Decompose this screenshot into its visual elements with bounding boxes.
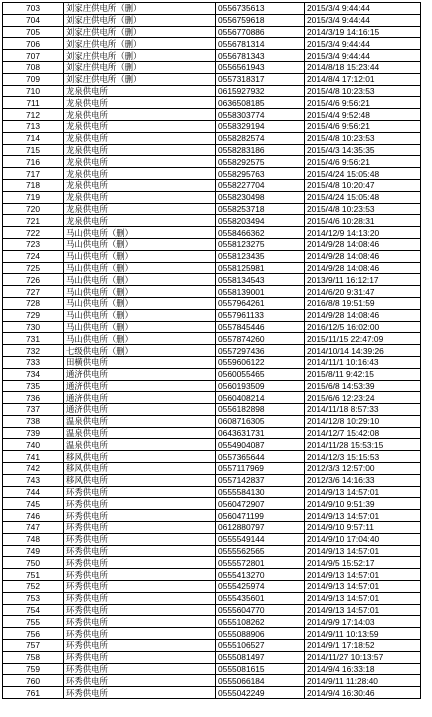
timestamp-cell: 2015/4/6 9:56:21 [305, 120, 421, 132]
row-number-cell: 719 [3, 191, 64, 203]
row-number-cell: 746 [3, 510, 64, 522]
station-name-cell: 通济供电所 [64, 380, 216, 392]
timestamp-cell: 2014/9/13 14:57:01 [305, 604, 421, 616]
table-row [3, 156, 421, 168]
station-name-cell: 龙泉供电所 [64, 203, 216, 215]
timestamp-cell: 2015/3/4 9:44:44 [305, 50, 421, 62]
account-id-cell: 0636508185 [216, 97, 305, 109]
row-number-cell: 742 [3, 463, 64, 475]
station-name-cell: 环秀供电所 [64, 486, 216, 498]
account-id-cell: 0557297436 [216, 345, 305, 357]
timestamp-cell: 2014/6/20 9:31:47 [305, 286, 421, 298]
table-row [3, 581, 421, 593]
timestamp-cell: 2014/9/4 16:33:18 [305, 663, 421, 675]
table-row [3, 238, 421, 250]
station-name-cell: 刘家庄供电所（删） [64, 26, 216, 38]
timestamp-cell: 2014/9/11 10:13:59 [305, 628, 421, 640]
timestamp-cell: 2015/4/8 10:20:47 [305, 179, 421, 191]
row-number-cell: 713 [3, 120, 64, 132]
account-id-cell: 0558283186 [216, 144, 305, 156]
account-id-cell: 0555106527 [216, 640, 305, 652]
table-row [3, 640, 421, 652]
account-id-cell: 0556561943 [216, 61, 305, 73]
row-number-cell: 756 [3, 628, 64, 640]
account-id-cell: 0560193509 [216, 380, 305, 392]
timestamp-cell: 2014/9/5 15:52:17 [305, 557, 421, 569]
timestamp-cell: 2015/8/11 9:42:15 [305, 368, 421, 380]
table-row [3, 132, 421, 144]
timestamp-cell: 2014/9/28 14:08:46 [305, 250, 421, 262]
account-id-cell: 0556781314 [216, 38, 305, 50]
account-id-cell: 0560471199 [216, 510, 305, 522]
row-number-cell: 716 [3, 156, 64, 168]
account-id-cell: 0558303774 [216, 109, 305, 121]
row-number-cell: 731 [3, 333, 64, 345]
account-id-cell: 0560408214 [216, 392, 305, 404]
account-id-cell: 0555081497 [216, 651, 305, 663]
row-number-cell: 709 [3, 73, 64, 85]
station-name-cell: 七级供电所（删） [64, 345, 216, 357]
table-row [3, 215, 421, 227]
account-id-cell: 0558203494 [216, 215, 305, 227]
records-table [2, 2, 421, 699]
row-number-cell: 757 [3, 640, 64, 652]
table-row [3, 392, 421, 404]
table-row [3, 474, 421, 486]
timestamp-cell: 2016/8/8 19:51:59 [305, 297, 421, 309]
row-number-cell: 739 [3, 427, 64, 439]
station-name-cell: 环秀供电所 [64, 675, 216, 687]
timestamp-cell: 2015/4/24 15:05:48 [305, 168, 421, 180]
row-number-cell: 730 [3, 321, 64, 333]
row-number-cell: 748 [3, 533, 64, 545]
row-number-cell: 755 [3, 616, 64, 628]
timestamp-cell: 2015/3/4 9:44:44 [305, 38, 421, 50]
row-number-cell: 725 [3, 262, 64, 274]
station-name-cell: 环秀供电所 [64, 663, 216, 675]
table-row [3, 675, 421, 687]
station-name-cell: 环秀供电所 [64, 616, 216, 628]
station-name-cell: 刘家庄供电所（删） [64, 3, 216, 15]
table-row [3, 463, 421, 475]
row-number-cell: 741 [3, 451, 64, 463]
station-name-cell: 马山供电所（删） [64, 333, 216, 345]
table-row [3, 592, 421, 604]
account-id-cell: 0558125981 [216, 262, 305, 274]
station-name-cell: 环秀供电所 [64, 592, 216, 604]
table-row [3, 38, 421, 50]
timestamp-cell: 2014/8/4 17:12:01 [305, 73, 421, 85]
station-name-cell: 马山供电所（删） [64, 262, 216, 274]
timestamp-cell: 2015/4/24 15:05:48 [305, 191, 421, 203]
station-name-cell: 刘家庄供电所（删） [64, 73, 216, 85]
timestamp-cell: 2014/11/18 8:57:33 [305, 404, 421, 416]
station-name-cell: 温泉供电所 [64, 439, 216, 451]
table-row [3, 510, 421, 522]
station-name-cell: 环秀供电所 [64, 628, 216, 640]
row-number-cell: 747 [3, 522, 64, 534]
row-number-cell: 714 [3, 132, 64, 144]
row-number-cell: 727 [3, 286, 64, 298]
table-row [3, 297, 421, 309]
station-name-cell: 环秀供电所 [64, 640, 216, 652]
table-row [3, 486, 421, 498]
row-number-cell: 733 [3, 356, 64, 368]
station-name-cell: 马山供电所（删） [64, 238, 216, 250]
station-name-cell: 龙泉供电所 [64, 109, 216, 121]
station-name-cell: 刘家庄供电所（删） [64, 61, 216, 73]
account-id-cell: 0556781343 [216, 50, 305, 62]
timestamp-cell: 2012/3/6 14:16:33 [305, 474, 421, 486]
timestamp-cell: 2014/9/28 14:08:46 [305, 262, 421, 274]
account-id-cell: 0608716305 [216, 415, 305, 427]
row-number-cell: 724 [3, 250, 64, 262]
table-row [3, 227, 421, 239]
timestamp-cell: 2014/9/13 14:57:01 [305, 545, 421, 557]
station-name-cell: 刘家庄供电所（删） [64, 38, 216, 50]
account-id-cell: 0557874260 [216, 333, 305, 345]
station-name-cell: 马山供电所（删） [64, 321, 216, 333]
timestamp-cell: 2014/9/1 17:18:52 [305, 640, 421, 652]
station-name-cell: 通济供电所 [64, 404, 216, 416]
table-row [3, 345, 421, 357]
account-id-cell: 0555604770 [216, 604, 305, 616]
table-row [3, 356, 421, 368]
row-number-cell: 723 [3, 238, 64, 250]
row-number-cell: 726 [3, 274, 64, 286]
timestamp-cell: 2015/4/3 14:35:35 [305, 144, 421, 156]
table-row [3, 286, 421, 298]
table-row [3, 651, 421, 663]
timestamp-cell: 2015/4/4 9:52:48 [305, 109, 421, 121]
timestamp-cell: 2015/6/6 12:23:24 [305, 392, 421, 404]
account-id-cell: 0557961133 [216, 309, 305, 321]
station-name-cell: 环秀供电所 [64, 522, 216, 534]
row-number-cell: 750 [3, 557, 64, 569]
account-id-cell: 0554904087 [216, 439, 305, 451]
station-name-cell: 移风供电所 [64, 463, 216, 475]
timestamp-cell: 2014/12/3 15:15:53 [305, 451, 421, 463]
account-id-cell: 0612880797 [216, 522, 305, 534]
table-row [3, 663, 421, 675]
row-number-cell: 704 [3, 14, 64, 26]
timestamp-cell: 2014/9/28 14:08:46 [305, 238, 421, 250]
table-row [3, 451, 421, 463]
row-number-cell: 721 [3, 215, 64, 227]
account-id-cell: 0557365644 [216, 451, 305, 463]
row-number-cell: 703 [3, 3, 64, 15]
table-row [3, 604, 421, 616]
station-name-cell: 环秀供电所 [64, 498, 216, 510]
account-id-cell: 0555066184 [216, 675, 305, 687]
row-number-cell: 760 [3, 675, 64, 687]
timestamp-cell: 2015/4/6 9:56:21 [305, 156, 421, 168]
station-name-cell: 马山供电所（删） [64, 250, 216, 262]
account-id-cell: 0555413270 [216, 569, 305, 581]
timestamp-cell: 2014/9/10 17:04:40 [305, 533, 421, 545]
station-name-cell: 通济供电所 [64, 392, 216, 404]
account-id-cell: 0558292575 [216, 156, 305, 168]
station-name-cell: 马山供电所（删） [64, 286, 216, 298]
row-number-cell: 759 [3, 663, 64, 675]
row-number-cell: 751 [3, 569, 64, 581]
table-row [3, 522, 421, 534]
station-name-cell: 马山供电所（删） [64, 297, 216, 309]
row-number-cell: 728 [3, 297, 64, 309]
account-id-cell: 0557845446 [216, 321, 305, 333]
station-name-cell: 刘家庄供电所（删） [64, 14, 216, 26]
account-id-cell: 0555042249 [216, 687, 305, 699]
row-number-cell: 715 [3, 144, 64, 156]
row-number-cell: 732 [3, 345, 64, 357]
table-row [3, 274, 421, 286]
table-row [3, 569, 421, 581]
timestamp-cell: 2015/4/6 10:28:31 [305, 215, 421, 227]
table-row [3, 26, 421, 38]
table-row [3, 85, 421, 97]
account-id-cell: 0557142837 [216, 474, 305, 486]
row-number-cell: 729 [3, 309, 64, 321]
timestamp-cell: 2015/4/8 10:23:53 [305, 85, 421, 97]
station-name-cell: 温泉供电所 [64, 415, 216, 427]
row-number-cell: 717 [3, 168, 64, 180]
row-number-cell: 712 [3, 109, 64, 121]
station-name-cell: 龙泉供电所 [64, 85, 216, 97]
table-row [3, 557, 421, 569]
table-row [3, 321, 421, 333]
station-name-cell: 龙泉供电所 [64, 191, 216, 203]
row-number-cell: 753 [3, 592, 64, 604]
timestamp-cell: 2015/4/6 9:56:21 [305, 97, 421, 109]
station-name-cell: 环秀供电所 [64, 651, 216, 663]
timestamp-cell: 2014/9/10 9:51:39 [305, 498, 421, 510]
row-number-cell: 737 [3, 404, 64, 416]
timestamp-cell: 2015/11/15 22:47:09 [305, 333, 421, 345]
records-table-body [3, 3, 421, 699]
timestamp-cell: 2014/11/27 10:13:57 [305, 651, 421, 663]
table-row [3, 628, 421, 640]
account-id-cell: 0643631731 [216, 427, 305, 439]
timestamp-cell: 2013/9/11 16:12:17 [305, 274, 421, 286]
account-id-cell: 0555108262 [216, 616, 305, 628]
station-name-cell: 龙泉供电所 [64, 215, 216, 227]
row-number-cell: 738 [3, 415, 64, 427]
station-name-cell: 环秀供电所 [64, 510, 216, 522]
account-id-cell: 0558329194 [216, 120, 305, 132]
timestamp-cell: 2014/12/9 14:13:20 [305, 227, 421, 239]
table-row [3, 380, 421, 392]
station-name-cell: 龙泉供电所 [64, 168, 216, 180]
account-id-cell: 0558230498 [216, 191, 305, 203]
timestamp-cell: 2014/9/28 14:08:46 [305, 309, 421, 321]
table-row [3, 533, 421, 545]
row-number-cell: 708 [3, 61, 64, 73]
row-number-cell: 707 [3, 50, 64, 62]
account-id-cell: 0558123435 [216, 250, 305, 262]
account-id-cell: 0556182898 [216, 404, 305, 416]
station-name-cell: 龙泉供电所 [64, 132, 216, 144]
timestamp-cell: 2014/11/28 15:53:15 [305, 439, 421, 451]
account-id-cell: 0558134543 [216, 274, 305, 286]
timestamp-cell: 2014/9/13 14:57:01 [305, 569, 421, 581]
account-id-cell: 0555425974 [216, 581, 305, 593]
row-number-cell: 740 [3, 439, 64, 451]
timestamp-cell: 2014/12/8 10:29:10 [305, 415, 421, 427]
account-id-cell: 0558139001 [216, 286, 305, 298]
timestamp-cell: 2014/9/13 14:57:01 [305, 510, 421, 522]
station-name-cell: 田横供电所 [64, 356, 216, 368]
table-row [3, 191, 421, 203]
account-id-cell: 0556770886 [216, 26, 305, 38]
row-number-cell: 718 [3, 179, 64, 191]
account-id-cell: 0555435601 [216, 592, 305, 604]
row-number-cell: 722 [3, 227, 64, 239]
station-name-cell: 环秀供电所 [64, 533, 216, 545]
table-row [3, 427, 421, 439]
account-id-cell: 0555081615 [216, 663, 305, 675]
account-id-cell: 0555562565 [216, 545, 305, 557]
station-name-cell: 移风供电所 [64, 451, 216, 463]
timestamp-cell: 2016/12/5 16:02:00 [305, 321, 421, 333]
table-row [3, 61, 421, 73]
account-id-cell: 0557964261 [216, 297, 305, 309]
table-row [3, 616, 421, 628]
station-name-cell: 龙泉供电所 [64, 144, 216, 156]
timestamp-cell: 2015/4/8 10:23:53 [305, 203, 421, 215]
table-row [3, 109, 421, 121]
account-id-cell: 0555572801 [216, 557, 305, 569]
timestamp-cell: 2014/12/7 15:42:08 [305, 427, 421, 439]
row-number-cell: 734 [3, 368, 64, 380]
station-name-cell: 环秀供电所 [64, 557, 216, 569]
table-row [3, 14, 421, 26]
account-id-cell: 0560472907 [216, 498, 305, 510]
table-row [3, 439, 421, 451]
row-number-cell: 720 [3, 203, 64, 215]
row-number-cell: 710 [3, 85, 64, 97]
account-id-cell: 0558295763 [216, 168, 305, 180]
station-name-cell: 环秀供电所 [64, 581, 216, 593]
table-row [3, 415, 421, 427]
station-name-cell: 刘家庄供电所（删） [64, 50, 216, 62]
account-id-cell: 0559606122 [216, 356, 305, 368]
timestamp-cell: 2012/3/3 12:57:00 [305, 463, 421, 475]
row-number-cell: 758 [3, 651, 64, 663]
timestamp-cell: 2014/3/19 14:16:15 [305, 26, 421, 38]
account-id-cell: 0560055465 [216, 368, 305, 380]
timestamp-cell: 2014/11/1 10:16:43 [305, 356, 421, 368]
table-row [3, 545, 421, 557]
table-row [3, 250, 421, 262]
table-row [3, 73, 421, 85]
station-name-cell: 龙泉供电所 [64, 179, 216, 191]
account-id-cell: 0558227704 [216, 179, 305, 191]
account-id-cell: 0556735613 [216, 3, 305, 15]
row-number-cell: 744 [3, 486, 64, 498]
row-number-cell: 754 [3, 604, 64, 616]
table-row [3, 144, 421, 156]
timestamp-cell: 2014/9/4 16:30:46 [305, 687, 421, 699]
table-row [3, 262, 421, 274]
station-name-cell: 环秀供电所 [64, 545, 216, 557]
row-number-cell: 735 [3, 380, 64, 392]
station-name-cell: 环秀供电所 [64, 569, 216, 581]
account-id-cell: 0558282574 [216, 132, 305, 144]
timestamp-cell: 2015/6/8 14:53:39 [305, 380, 421, 392]
timestamp-cell: 2014/9/13 14:57:01 [305, 486, 421, 498]
table-row [3, 168, 421, 180]
table-row [3, 179, 421, 191]
account-id-cell: 0557318317 [216, 73, 305, 85]
timestamp-cell: 2014/9/9 17:14:03 [305, 616, 421, 628]
timestamp-cell: 2015/3/4 9:44:44 [305, 3, 421, 15]
timestamp-cell: 2015/3/4 9:44:44 [305, 14, 421, 26]
table-row [3, 404, 421, 416]
row-number-cell: 761 [3, 687, 64, 699]
row-number-cell: 745 [3, 498, 64, 510]
timestamp-cell: 2015/4/8 10:23:53 [305, 132, 421, 144]
table-row [3, 687, 421, 699]
account-id-cell: 0615927932 [216, 85, 305, 97]
row-number-cell: 743 [3, 474, 64, 486]
table-row [3, 203, 421, 215]
row-number-cell: 752 [3, 581, 64, 593]
station-name-cell: 龙泉供电所 [64, 156, 216, 168]
station-name-cell: 环秀供电所 [64, 687, 216, 699]
station-name-cell: 马山供电所（删） [64, 227, 216, 239]
account-id-cell: 0555088906 [216, 628, 305, 640]
timestamp-cell: 2014/9/11 11:28:40 [305, 675, 421, 687]
row-number-cell: 749 [3, 545, 64, 557]
row-number-cell: 705 [3, 26, 64, 38]
account-id-cell: 0555549144 [216, 533, 305, 545]
table-row [3, 498, 421, 510]
table-row [3, 120, 421, 132]
table-row [3, 50, 421, 62]
table-row [3, 368, 421, 380]
station-name-cell: 温泉供电所 [64, 427, 216, 439]
timestamp-cell: 2014/9/10 9:57:11 [305, 522, 421, 534]
station-name-cell: 龙泉供电所 [64, 120, 216, 132]
table-row [3, 333, 421, 345]
table-row [3, 3, 421, 15]
timestamp-cell: 2014/8/18 15:23:44 [305, 61, 421, 73]
account-id-cell: 0558253718 [216, 203, 305, 215]
table-row [3, 97, 421, 109]
table-row [3, 309, 421, 321]
account-id-cell: 0556759618 [216, 14, 305, 26]
timestamp-cell: 2014/10/14 14:39:26 [305, 345, 421, 357]
account-id-cell: 0558466362 [216, 227, 305, 239]
station-name-cell: 通济供电所 [64, 368, 216, 380]
station-name-cell: 龙泉供电所 [64, 97, 216, 109]
account-id-cell: 0558123275 [216, 238, 305, 250]
row-number-cell: 736 [3, 392, 64, 404]
account-id-cell: 0555584130 [216, 486, 305, 498]
timestamp-cell: 2014/9/13 14:57:01 [305, 581, 421, 593]
row-number-cell: 711 [3, 97, 64, 109]
station-name-cell: 移风供电所 [64, 474, 216, 486]
row-number-cell: 706 [3, 38, 64, 50]
timestamp-cell: 2014/9/13 14:57:01 [305, 592, 421, 604]
account-id-cell: 0557117969 [216, 463, 305, 475]
station-name-cell: 马山供电所（删） [64, 274, 216, 286]
station-name-cell: 环秀供电所 [64, 604, 216, 616]
station-name-cell: 马山供电所（删） [64, 309, 216, 321]
